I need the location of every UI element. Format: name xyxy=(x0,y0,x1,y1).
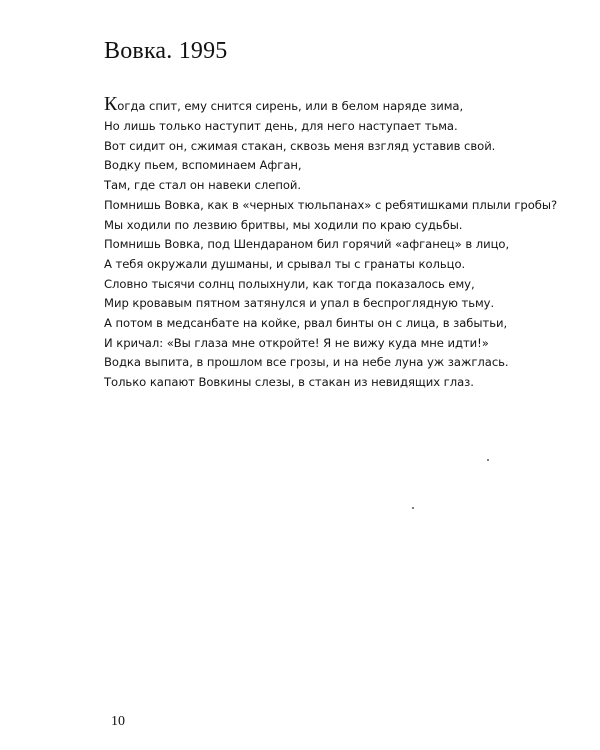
poem-line-3: Вот сидит он, сжимая стакан, сквозь меня взгляд уставив свой. xyxy=(104,138,496,153)
poem-line-4: Водку пьем, вспоминаем Афган, xyxy=(104,158,302,173)
poem-line-1-text: огда спит, ему снится сирень, или в белом наряде зима, xyxy=(117,99,464,113)
poem-line-10: Словно тысячи солнц полыхнули, как тогда показалось ему, xyxy=(104,276,475,291)
poem-title: Вовка. 1995 xyxy=(104,38,228,64)
poem-line-14: Водка выпита, в прошлом все грозы, и на небе луна уж зажглась. xyxy=(104,355,509,370)
print-speck xyxy=(412,507,414,509)
print-speck xyxy=(487,459,489,461)
poem-line-6: Помнишь Вовка, как в «черных тюльпанах» с ребятишками плыли гробы? xyxy=(104,197,558,212)
poem-line-15: Только капают Вовкины слезы, в стакан из невидящих глаз. xyxy=(104,375,474,390)
poem-line-9: А тебя окружали душманы, и срывал ты с гранаты кольцо. xyxy=(104,256,466,271)
poem-line-11: Мир кровавым пятном затянулся и упал в беспроглядную тьму. xyxy=(104,296,495,311)
poem-line-2: Но лишь только наступит день, для него наступает тьма. xyxy=(104,119,458,133)
poem-line-5: Там, где стал он навеки слепой. xyxy=(104,178,302,193)
poem-line-7: Мы ходили по лезвию бритвы, мы ходили по краю судьбы. xyxy=(104,217,463,232)
poem-line-12: А потом в медсанбате на койке, рвал бинты он с лица, в забытьи, xyxy=(104,316,508,331)
poem-line-13: И кричал: «Вы глаза мне откройте! Я не вижу куда мне идти!» xyxy=(104,335,489,350)
poem-body xyxy=(104,94,574,393)
poem-line-8: Помнишь Вовка, под Шендараном бил горячий «афганец» в лицо, xyxy=(104,237,510,252)
drop-cap: К xyxy=(104,93,118,115)
poem-line-1 xyxy=(104,94,574,117)
page-number: 10 xyxy=(111,714,125,729)
